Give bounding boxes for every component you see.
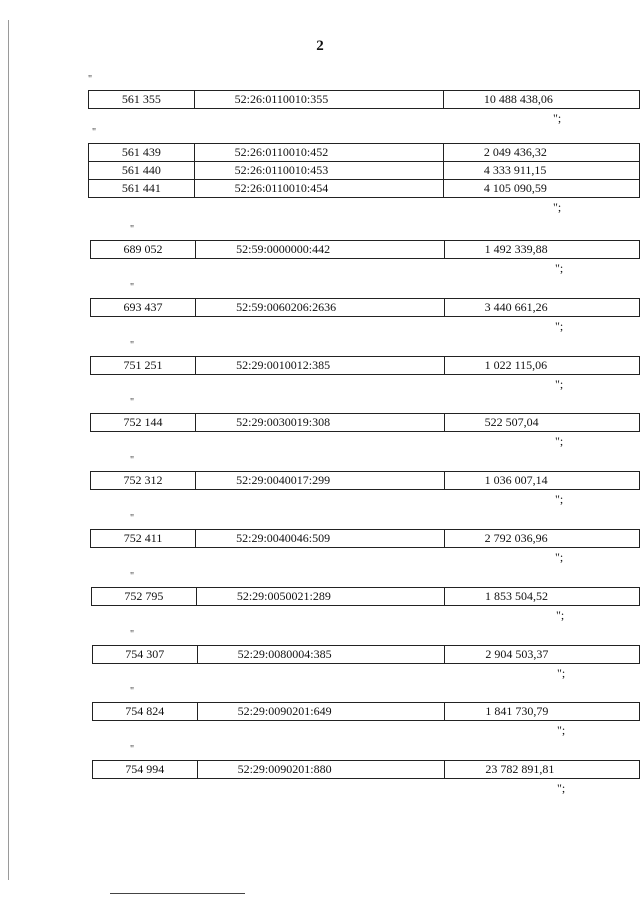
cadastral-value-cell: 1 022 115,06 (444, 357, 639, 375)
opening-quote-mark: " (130, 340, 135, 351)
closing-quote-mark: "; (557, 666, 566, 680)
property-table (92, 645, 640, 664)
cadastral-value-cell: 1 841 730,79 (445, 703, 640, 721)
cadastral-number-cell: 52:26:0110010:453 (194, 162, 443, 180)
closing-quote-mark: "; (553, 200, 562, 214)
property-table (88, 143, 640, 198)
cadastral-number-cell: 52:29:0090201:649 (197, 703, 445, 721)
table-row (93, 703, 640, 721)
object-number-cell: 752 411 (91, 530, 196, 548)
opening-quote-mark: " (88, 74, 93, 85)
object-number-cell: 693 437 (91, 299, 196, 317)
opening-quote-mark: " (130, 513, 135, 524)
property-table (90, 298, 640, 317)
property-table (92, 702, 640, 721)
property-table (92, 760, 640, 779)
object-number-cell: 561 441 (89, 180, 195, 198)
cadastral-value-cell: 4 105 090,59 (443, 180, 639, 198)
cadastral-value-cell: 1 853 504,52 (445, 588, 640, 606)
table-row (93, 646, 640, 664)
table-row (91, 414, 640, 432)
cadastral-number-cell: 52:29:0090201:880 (197, 761, 445, 779)
property-table (91, 587, 640, 606)
opening-quote-mark: " (130, 571, 135, 582)
table-row (89, 180, 640, 198)
closing-quote-mark: "; (555, 434, 564, 448)
left-margin-rule (8, 20, 9, 880)
closing-quote-mark: "; (555, 492, 564, 506)
table-row (91, 241, 640, 259)
object-number-cell: 561 440 (89, 162, 195, 180)
opening-quote-mark: " (130, 629, 135, 640)
opening-quote-mark: " (92, 127, 97, 138)
cadastral-number-cell: 52:26:0110010:454 (194, 180, 443, 198)
object-number-cell: 754 307 (93, 646, 198, 664)
cadastral-number-cell: 52:29:0030019:308 (196, 414, 445, 432)
property-table (88, 90, 640, 109)
table-row (91, 357, 640, 375)
cadastral-value-cell: 2 049 436,32 (443, 144, 639, 162)
page-number: 2 (316, 38, 324, 54)
closing-quote-mark: "; (557, 781, 566, 795)
object-number-cell: 752 144 (91, 414, 196, 432)
cadastral-number-cell: 52:29:0040046:509 (196, 530, 445, 548)
object-number-cell: 754 994 (93, 761, 198, 779)
object-number-cell: 751 251 (91, 357, 196, 375)
closing-quote-mark: "; (555, 261, 564, 275)
cadastral-number-cell: 52:29:0010012:385 (196, 357, 445, 375)
cadastral-value-cell: 1 492 339,88 (444, 241, 639, 259)
property-table (90, 471, 640, 490)
cadastral-value-cell: 2 792 036,96 (444, 530, 639, 548)
property-table (90, 356, 640, 375)
table-row (91, 530, 640, 548)
property-table (90, 529, 640, 548)
cadastral-number-cell: 52:29:0080004:385 (197, 646, 445, 664)
object-number-cell: 754 824 (93, 703, 198, 721)
cadastral-number-cell: 52:59:0000000:442 (196, 241, 445, 259)
table-row (91, 472, 640, 490)
bottom-rule (110, 893, 245, 894)
closing-quote-mark: "; (555, 550, 564, 564)
closing-quote-mark: "; (556, 608, 565, 622)
cadastral-value-cell: 23 782 891,81 (445, 761, 640, 779)
cadastral-number-cell: 52:29:0040017:299 (196, 472, 445, 490)
object-number-cell: 561 439 (89, 144, 195, 162)
property-table (90, 413, 640, 432)
cadastral-number-cell: 52:26:0110010:452 (194, 144, 443, 162)
cadastral-value-cell: 10 488 438,06 (443, 91, 639, 109)
opening-quote-mark: " (130, 224, 135, 235)
property-table (90, 240, 640, 259)
cadastral-value-cell: 522 507,04 (444, 414, 639, 432)
closing-quote-mark: "; (553, 111, 562, 125)
cadastral-value-cell: 4 333 911,15 (443, 162, 639, 180)
table-row (92, 588, 640, 606)
cadastral-number-cell: 52:59:0060206:2636 (196, 299, 445, 317)
table-row (89, 144, 640, 162)
opening-quote-mark: " (130, 686, 135, 697)
opening-quote-mark: " (130, 744, 135, 755)
table-row (91, 299, 640, 317)
cadastral-number-cell: 52:26:0110010:355 (194, 91, 443, 109)
table-row (89, 162, 640, 180)
object-number-cell: 689 052 (91, 241, 196, 259)
closing-quote-mark: "; (557, 723, 566, 737)
object-number-cell: 752 795 (92, 588, 197, 606)
opening-quote-mark: " (130, 455, 135, 466)
object-number-cell: 752 312 (91, 472, 196, 490)
cadastral-value-cell: 2 904 503,37 (445, 646, 640, 664)
opening-quote-mark: " (130, 397, 135, 408)
closing-quote-mark: "; (555, 319, 564, 333)
cadastral-number-cell: 52:29:0050021:289 (196, 588, 444, 606)
table-row (89, 91, 640, 109)
object-number-cell: 561 355 (89, 91, 195, 109)
cadastral-value-cell: 1 036 007,14 (444, 472, 639, 490)
cadastral-value-cell: 3 440 661,26 (444, 299, 639, 317)
opening-quote-mark: " (130, 282, 135, 293)
table-row (93, 761, 640, 779)
closing-quote-mark: "; (555, 377, 564, 391)
